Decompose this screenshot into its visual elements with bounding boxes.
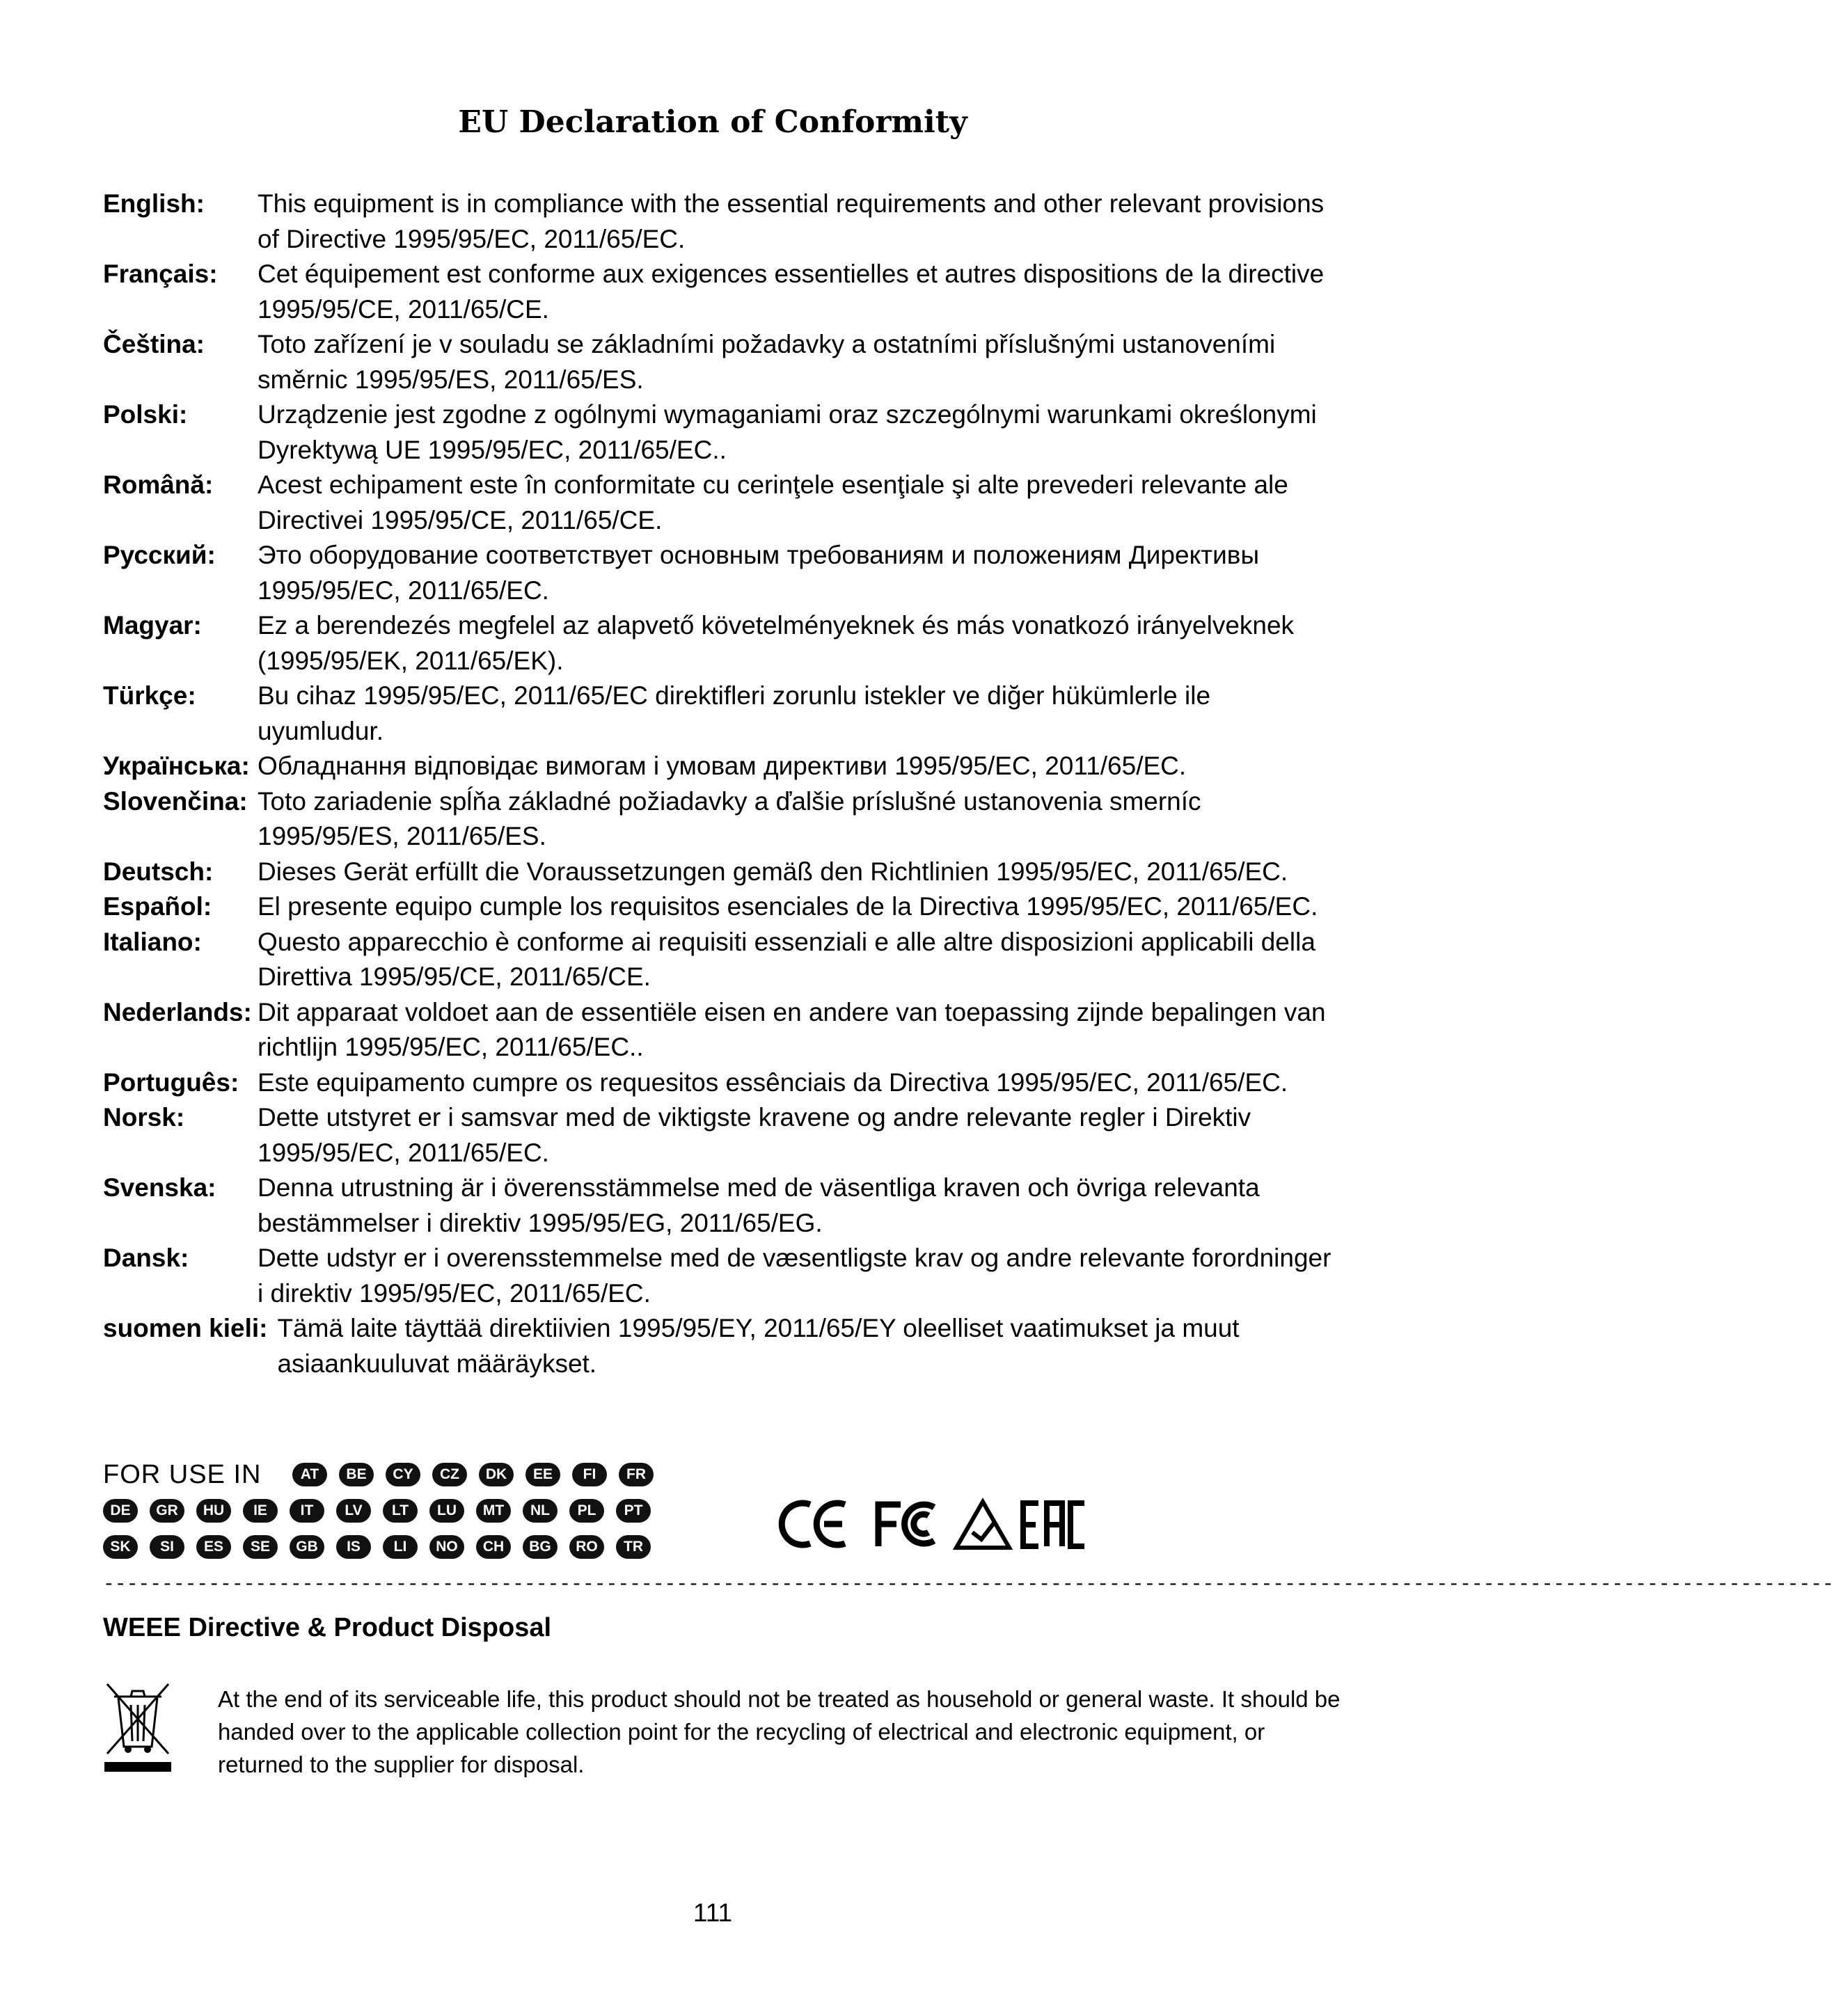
declaration-row — [103, 678, 1342, 749]
declaration-text: Dette udstyr er i overensstemmelse med de væsentligste krav og andre relevante forordninger i direktiv 1995/95/EC, 2011/65/EC. — [258, 1244, 1331, 1308]
ce-mark-icon — [782, 1503, 845, 1545]
declaration-text: Dieses Gerät erfüllt die Voraussetzungen gemäß den Richtlinien 1995/95/EC, 2011/65/EC. — [258, 857, 1288, 886]
country-badge: CY — [386, 1463, 420, 1486]
country-badge: GR — [150, 1499, 184, 1523]
declaration-text: Bu cihaz 1995/95/EC, 2011/65/EC direktifleri zorunlu istekler ve diğer hükümlerle ile uyumludur. — [258, 681, 1211, 745]
page-number: 111 — [693, 1898, 733, 1927]
declaration-language: English: — [103, 189, 205, 218]
weee-title: WEEE Directive & Product Disposal — [103, 1613, 552, 1642]
declaration-row — [103, 327, 1342, 397]
declaration-text: Toto zařízení je v souladu se základními požadavky a ostatními příslušnými ustanoveními směrnic 1995/95/ES, 2011/65/ES. — [258, 330, 1276, 394]
declaration-language: Français: — [103, 260, 218, 288]
declaration-language: Magyar: — [103, 611, 202, 640]
country-badge: BG — [523, 1535, 558, 1559]
country-badge: LI — [383, 1535, 418, 1559]
country-badge: DE — [103, 1499, 138, 1523]
country-badge: DK — [479, 1463, 514, 1486]
declaration-language: Italiano: — [103, 927, 202, 956]
country-badge: PL — [569, 1499, 604, 1523]
country-badge: HU — [196, 1499, 231, 1523]
declaration-row — [103, 1065, 1342, 1101]
country-badge: LV — [336, 1499, 371, 1523]
page-title: EU Declaration of Conformity — [458, 104, 967, 140]
declaration-language: Svenska: — [103, 1173, 216, 1202]
country-badge: PT — [616, 1499, 651, 1523]
declaration-row — [103, 186, 1342, 257]
declaration-row — [103, 257, 1342, 327]
declaration-text: Tämä laite täyttää direktiivien 1995/95/EY, 2011/65/EY oleelliset vaatimukset ja muut asiaankuuluvat määräykset. — [277, 1314, 1240, 1378]
declaration-row — [103, 1241, 1342, 1311]
rcm-mark-icon — [956, 1502, 1009, 1548]
crossed-bin-icon — [103, 1677, 173, 1775]
declaration-language: Português: — [103, 1067, 239, 1097]
country-badge: LT — [383, 1499, 418, 1523]
declaration-text: Toto zariadenie spĺňa základné požiadavky a ďalšie príslušné ustanovenia smerníc 1995/95/ES, 2011/65/ES. — [258, 786, 1201, 850]
weee-text: At the end of its serviceable life, this product should not be treated as household or general waste. It should be handed over to the applicable collection point for the recycling of electrical and electronic equipment, or returned to the supplier for disposal. — [218, 1686, 1341, 1777]
country-badge: NL — [523, 1499, 558, 1523]
declaration-text: Este equipamento cumpre os requesitos essênciais da Directiva 1995/95/EC, 2011/65/EC. — [258, 1067, 1288, 1097]
country-badge: IE — [243, 1499, 278, 1523]
declaration-language: suomen kieli: — [103, 1314, 268, 1342]
country-badge: FR — [619, 1463, 654, 1486]
declaration-language: Slovenčina: — [103, 786, 248, 816]
declaration-text: Это оборудование соответствует основным требованиям и положениям Директивы 1995/95/EC, 2011/65/EC. — [258, 541, 1260, 605]
declaration-text: Ez a berendezés megfelel az alapvető követelményeknek és más vonatkozó irányelveknek (1995/95/EK, 2011/65/EK). — [258, 611, 1295, 675]
country-badge: EE — [525, 1463, 560, 1486]
country-badge: SE — [243, 1535, 278, 1559]
country-badge: CH — [476, 1535, 511, 1559]
declaration-row — [103, 1311, 1342, 1381]
declaration-text: Acest echipament este în conformitate cu cerinţele esenţiale şi alte prevederi relevante ale Directivei 1995/95/CE, 2011/65/CE. — [258, 470, 1288, 534]
declaration-text: This equipment is in compliance with the essential requirements and other relevant provisions of Directive 1995/95/EC, 2011/65/EC. — [258, 189, 1325, 253]
declaration-language: Українська: — [103, 752, 250, 780]
country-badge: BE — [339, 1463, 374, 1486]
declaration-language: Español: — [103, 892, 212, 921]
country-badge: CZ — [432, 1463, 467, 1486]
declaration-row — [103, 995, 1342, 1065]
declaration-row — [103, 608, 1342, 678]
declaration-text: Dit apparaat voldoet aan de essentiële eisen en andere van toepassing zijnde bepalingen van richtlijn 1995/95/EC, 2011/65/EC.. — [258, 997, 1326, 1061]
declaration-text: Questo apparecchio è conforme ai requisiti essenziali e alle altre disposizioni applicabili della Direttiva 1995/95/CE, 2011/65/CE. — [258, 927, 1315, 991]
country-badge: GB — [290, 1535, 324, 1559]
country-badge: IT — [290, 1499, 324, 1523]
country-badge: RO — [569, 1535, 604, 1559]
declaration-language: Dansk: — [103, 1244, 189, 1272]
declaration-text: Urządzenie jest zgodne z ogólnymi wymaganiami oraz szczególnymi warunkami określonymi Dyrektywą UE 1995/95/EC, 2011/65/EC.. — [258, 400, 1317, 464]
country-badge: MT — [476, 1499, 511, 1523]
country-badge: SI — [150, 1535, 184, 1559]
declaration-language: Română: — [103, 470, 214, 499]
country-badge: LU — [429, 1499, 464, 1523]
declaration-text: Cet équipement est conforme aux exigences essentielles et autres dispositions de la directive 1995/95/CE, 2011/65/CE. — [258, 260, 1325, 324]
declaration-language: Polski: — [103, 400, 188, 429]
declaration-row — [103, 1100, 1342, 1170]
declaration-row — [103, 1170, 1342, 1241]
for-use-in-label: FOR USE IN — [103, 1460, 262, 1489]
declaration-list — [103, 186, 1342, 1381]
declaration-language: Deutsch: — [103, 857, 214, 886]
certification-marks — [774, 1489, 1136, 1559]
country-badge: AT — [292, 1463, 327, 1486]
declaration-text: Dette utstyret er i samsvar med de viktigste kravene og andre relevante regler i Direktiv 1995/95/EC, 2011/65/EC. — [258, 1103, 1251, 1167]
declaration-language: Nederlands: — [103, 997, 252, 1026]
declaration-row — [103, 855, 1342, 890]
country-badge: FI — [572, 1463, 607, 1486]
declaration-text: Обладнання відповідає вимогам і умовам директиви 1995/95/EC, 2011/65/EC. — [258, 752, 1187, 780]
declaration-row — [103, 925, 1342, 995]
declaration-row — [103, 749, 1342, 784]
declaration-language: Русский: — [103, 541, 216, 569]
declaration-row — [103, 397, 1342, 468]
declaration-text: El presente equipo cumple los requisitos esenciales de la Directiva 1995/95/EC, 2011/65/EC. — [258, 892, 1318, 921]
declaration-language: Türkçe: — [103, 681, 196, 710]
declaration-language: Norsk: — [103, 1103, 185, 1132]
declaration-row — [103, 784, 1342, 855]
eac-mark-icon — [1023, 1503, 1084, 1546]
declaration-row — [103, 538, 1342, 608]
country-badge: NO — [429, 1535, 464, 1559]
country-badge: ES — [196, 1535, 231, 1559]
country-badge: IS — [336, 1535, 371, 1559]
fcc-mark-icon — [878, 1505, 934, 1546]
declaration-text: Denna utrustning är i överensstämmelse med de väsentliga kraven och övriga relevanta bestämmelser i direktiv 1995/95/EG, 2011/65/EG. — [258, 1173, 1260, 1237]
country-badge: TR — [616, 1535, 651, 1559]
declaration-row — [103, 468, 1342, 538]
declaration-language: Čeština: — [103, 330, 205, 358]
section-divider: ---------------------------------------------------------------------------------------------------------------------------------------------------- — [103, 1574, 1834, 1596]
country-badge: SK — [103, 1535, 138, 1559]
declaration-row — [103, 889, 1342, 925]
